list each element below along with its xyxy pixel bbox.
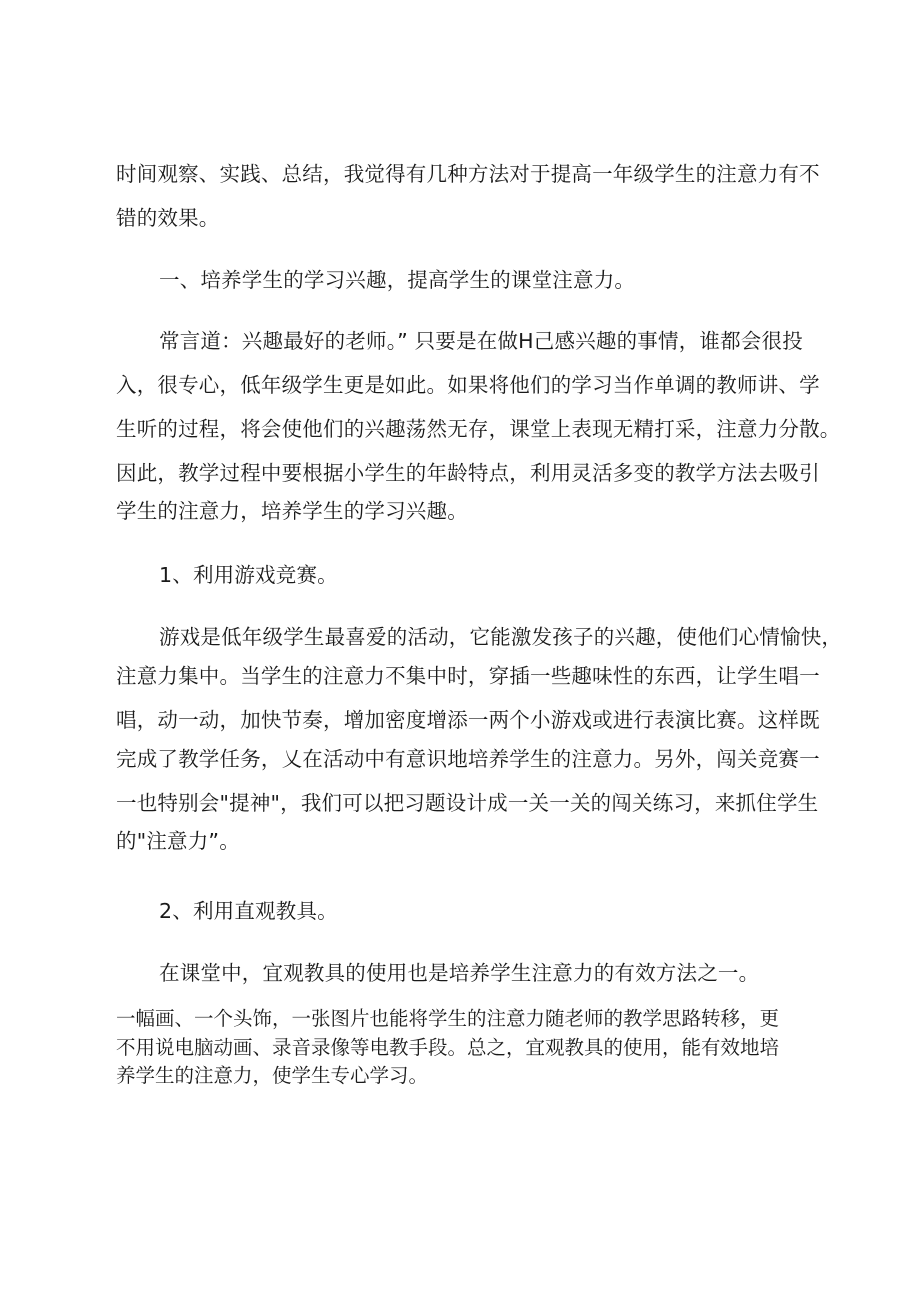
subsection-heading: 1、利用游戏竞赛。 <box>159 563 338 587</box>
paragraph-line: 唱，动一动，加快节奏，增加密度增添一两个小游戏或进行表演比赛。这样既 <box>116 708 820 732</box>
paragraph-line: 完成了教学任务，乂在活动中有意识地培养学生的注意力。另外，闯关竞赛一 <box>116 747 820 771</box>
paragraph-line: 入，很专心，低年级学生更是如此。如果将他们的学习当作单调的教师讲、学 <box>116 373 820 397</box>
section-heading: 一、培养学生的学习兴趣，提高学生的课堂注意力。 <box>159 268 636 292</box>
paragraph-line: 的"注意力”。 <box>116 829 240 853</box>
paragraph-line: 注意力集中。当学生的注意力不集中时，穿插一些趣味性的东西，让学生唱一 <box>116 664 820 688</box>
paragraph-line: 不用说电脑动画、录音录像等电教手段。总之，宜观教具的使用，能有效地培 <box>116 1036 780 1059</box>
paragraph-line: 游戏是低年级学生最喜爱的活动，它能激发孩子的兴趣，使他们心情愉快， <box>159 625 843 649</box>
paragraph-line: 一也特别会"提神"，我们可以把习题设计成一关一关的闯关练习，来抓住学生 <box>116 791 819 815</box>
paragraph-line: 一幅画、一个头饰，一张图片也能将学生的注意力随老师的教学思路转移，更 <box>116 1007 780 1030</box>
paragraph-line: 生听的过程，将会使他们的兴趣荡然无存，课堂上表现无精打采，注意力分散。 <box>116 417 841 441</box>
paragraph-line: 因此，教学过程中要根据小学生的年龄特点，利用灵活多变的教学方法去吸引 <box>116 461 820 485</box>
paragraph-line: 养学生的注意力，使学生专心学习。 <box>116 1064 429 1087</box>
paragraph-line: 常言道：兴趣最好的老师。” 只要是在做H己感兴趣的事情，谁都会很投 <box>159 329 803 353</box>
subsection-heading: 2、利用直观教具。 <box>159 899 338 923</box>
paragraph-line: 学生的注意力，培养学生的学习兴趣。 <box>116 499 468 523</box>
paragraph-line: 错的效果。 <box>116 206 220 230</box>
paragraph-line: 时间观察、实践、总结，我觉得有几种方法对于提高一年级学生的注意力有不 <box>116 162 820 186</box>
paragraph-line: 在课堂中，宜观教具的使用也是培养学生注意力的有效方法之一。 <box>159 961 760 985</box>
